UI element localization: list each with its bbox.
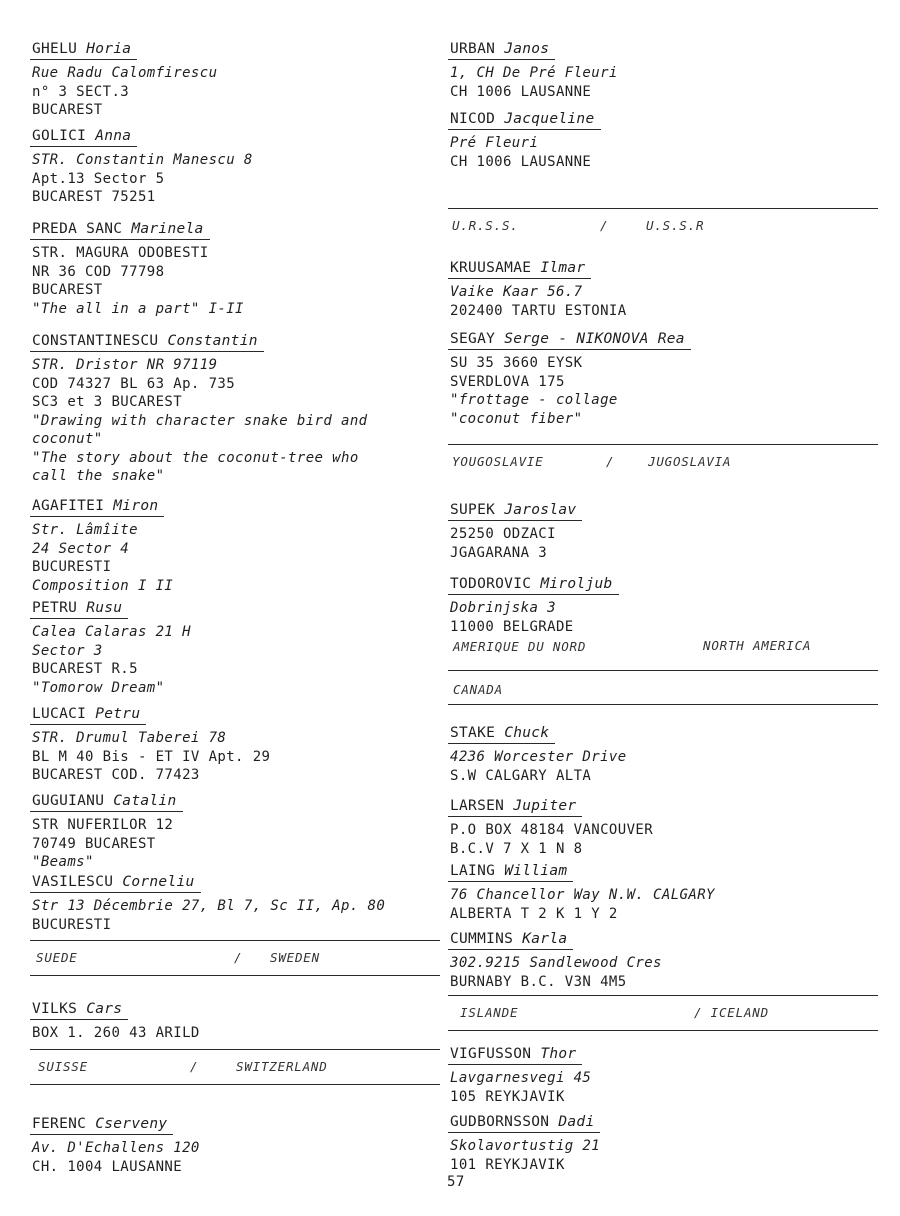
person-name: [30, 792, 183, 812]
person-name: [30, 1000, 128, 1020]
person-name: [30, 599, 128, 619]
surname: LAING: [450, 863, 496, 879]
address-line: Lavgarnesvegi 45: [450, 1070, 592, 1086]
address-lines: [448, 886, 878, 923]
address-lines: [448, 134, 878, 171]
page-number: 57: [447, 1174, 465, 1190]
person-name: [30, 220, 210, 240]
person-name: [448, 1113, 600, 1133]
address-line: STR. Drumul Taberei 78: [32, 730, 227, 746]
given-name: Jupiter: [513, 798, 577, 814]
entry-golici: [30, 125, 440, 207]
country-separator: /: [606, 454, 615, 469]
person-name: [448, 862, 573, 882]
entry-segay: [448, 328, 878, 428]
address-line: BURNABY B.C. V3N 4M5: [450, 973, 627, 990]
country-header-suede: [30, 940, 440, 976]
country-label: SUISSE: [38, 1059, 88, 1074]
address-line: call the snake": [32, 468, 165, 484]
surname: TODOROVIC: [450, 576, 532, 592]
person-name: [448, 797, 582, 817]
country-label-english: JUGOSLAVIA: [648, 454, 732, 469]
person-name: [30, 873, 201, 893]
surname: VASILESCU: [32, 874, 114, 890]
address-line: STR. Constantin Manescu 8: [32, 152, 253, 168]
country-label-english: U.S.S.R: [646, 218, 705, 233]
country-label-english: SWEDEN: [270, 950, 320, 965]
address-line: CH 1006 LAUSANNE: [450, 83, 592, 100]
entry-ghelu: [30, 38, 440, 120]
given-name: Serge - NIKONOVA Rea: [504, 331, 685, 347]
entry-gudbornsson: [448, 1111, 878, 1174]
address-line: Apt.13 Sector 5: [32, 170, 165, 187]
given-name: Anna: [95, 128, 132, 144]
address-lines: [448, 748, 878, 785]
entry-vilks: [30, 998, 440, 1043]
given-name: Ilmar: [540, 260, 586, 276]
country-label: SUEDE: [36, 950, 78, 965]
address-lines: [448, 954, 878, 991]
address-line: BUCAREST: [32, 102, 103, 118]
address-line: BUCURESTI: [32, 559, 112, 575]
person-name: [448, 575, 619, 595]
address-line: S.W CALGARY ALTA: [450, 767, 592, 784]
country-header-suisse: [30, 1049, 440, 1085]
given-name: Horia: [86, 41, 132, 57]
entry-ferenc: [30, 1113, 440, 1176]
address-line: "Tomorow Dream": [32, 679, 165, 696]
address-lines: [448, 1137, 878, 1174]
address-line: CH. 1004 LAUSANNE: [32, 1158, 183, 1175]
given-name: Thor: [540, 1046, 577, 1062]
address-lines: [448, 525, 878, 562]
country-separator: /: [600, 218, 609, 233]
entry-nicod: [448, 108, 878, 171]
address-line: 25250 ODZACI: [450, 526, 556, 542]
entry-agafitei: [30, 495, 440, 595]
address-line: STR NUFERILOR 12: [32, 817, 174, 833]
given-name: Dadi: [558, 1114, 595, 1130]
surname: LUCACI: [32, 706, 87, 722]
country-label-english: / ICELAND: [694, 1005, 769, 1020]
surname: GOLICI: [32, 128, 87, 144]
address-line: BUCURESTI: [32, 916, 112, 933]
country-label-english: SWITZERLAND: [236, 1059, 328, 1074]
address-lines: [30, 356, 440, 486]
address-line: BUCAREST 75251: [32, 189, 156, 205]
address-line: 76 Chancellor Way N.W. CALGARY: [450, 887, 715, 903]
address-line: B.C.V 7 X 1 N 8: [450, 840, 583, 857]
address-line: "frottage - collage: [450, 392, 618, 408]
address-line: NR 36 COD 77798: [32, 263, 165, 280]
address-line: Pré Fleuri: [450, 135, 539, 151]
person-name: [448, 110, 601, 130]
given-name: William: [504, 863, 568, 879]
address-line: Str 13 Décembrie 27, Bl 7, Sc II, Ap. 80: [32, 898, 386, 914]
address-line: 105 REYKJAVIK: [450, 1088, 565, 1105]
entry-guguianu: [30, 790, 440, 872]
address-line: JGAGARANA 3: [450, 544, 548, 561]
given-name: Jaroslav: [504, 502, 577, 518]
entry-larsen: [448, 795, 878, 858]
address-line: BUCAREST COD. 77423: [32, 767, 200, 783]
address-line: Av. D'Echallens 120: [32, 1140, 200, 1156]
address-lines: [30, 1024, 440, 1043]
person-name: [448, 330, 691, 350]
person-name: [448, 1045, 582, 1065]
given-name: Corneliu: [122, 874, 195, 890]
surname: SUPEK: [450, 502, 496, 518]
surname: GHELU: [32, 41, 78, 57]
address-line: SVERDLOVA 175: [450, 373, 565, 390]
address-line: "The all in a part" I-II: [32, 300, 244, 317]
surname: KRUUSAMAE: [450, 260, 532, 276]
given-name: Chuck: [504, 725, 550, 741]
given-name: Cserveny: [95, 1116, 168, 1132]
address-line: STR. MAGURA ODOBESTI: [32, 245, 209, 261]
surname: AGAFITEI: [32, 498, 105, 514]
address-lines: [30, 151, 440, 207]
country-label: YOUGOSLAVIE: [452, 454, 544, 469]
given-name: Miroljub: [540, 576, 613, 592]
entry-urban: [448, 38, 878, 101]
address-lines: [30, 816, 440, 872]
address-line: SU 35 3660 EYSK: [450, 355, 583, 371]
address-line: 11000 BELGRADE: [450, 618, 574, 635]
given-name: Karla: [522, 931, 568, 947]
person-name: [30, 127, 137, 147]
country-header-yougoslavie: [448, 444, 878, 479]
country-label: U.R.S.S.: [452, 218, 519, 233]
address-line: 70749 BUCAREST: [32, 835, 156, 852]
person-name: [30, 1115, 173, 1135]
address-line: 1, CH De Pré Fleuri: [450, 65, 618, 81]
address-line: Dobrinjska 3: [450, 600, 556, 616]
surname: GUDBORNSSON: [450, 1114, 550, 1130]
surname: FERENC: [32, 1116, 87, 1132]
address-line: 101 REYKJAVIK: [450, 1156, 565, 1173]
given-name: Marinela: [131, 221, 204, 237]
given-name: Janos: [504, 41, 550, 57]
address-lines: [30, 64, 440, 120]
surname: GUGUIANU: [32, 793, 105, 809]
address-lines: [30, 623, 440, 697]
surname: PREDA SANC: [32, 221, 123, 237]
country-separator: /: [190, 1059, 199, 1074]
address-line: "coconut fiber": [450, 410, 583, 427]
person-name: [448, 930, 573, 950]
entry-todorovic: [448, 573, 878, 636]
entry-laing: [448, 860, 878, 923]
given-name: Cars: [86, 1001, 123, 1017]
address-line: Sector 3: [32, 642, 103, 659]
address-lines: [448, 354, 878, 428]
address-line: BUCAREST R.5: [32, 661, 138, 677]
surname: VIGFUSSON: [450, 1046, 532, 1062]
address-line: Composition I II: [32, 577, 174, 594]
person-name: [30, 497, 164, 517]
surname: VILKS: [32, 1001, 78, 1017]
given-name: Catalin: [113, 793, 177, 809]
address-line: "Beams": [32, 854, 94, 870]
person-name: [448, 724, 555, 744]
address-line: Rue Radu Calomfirescu: [32, 65, 218, 81]
surname: CONSTANTINESCU: [32, 333, 159, 349]
entry-kruusamae: [448, 257, 878, 320]
address-line: CH 1006 LAUSANNE: [450, 153, 592, 170]
address-line: 202400 TARTU ESTONIA: [450, 302, 627, 319]
address-line: COD 74327 BL 63 Ap. 735: [32, 375, 236, 392]
address-line: P.O BOX 48184 VANCOUVER: [450, 822, 654, 838]
person-name: [30, 705, 146, 725]
person-name: [30, 40, 137, 60]
person-name: [448, 259, 591, 279]
address-line: 24 Sector 4: [32, 540, 130, 557]
address-lines: [30, 244, 440, 318]
address-line: ALBERTA T 2 K 1 Y 2: [450, 905, 618, 922]
address-lines: [448, 1069, 878, 1106]
address-line: "The story about the coconut-tree who: [32, 449, 359, 466]
entry-vasilescu: [30, 871, 440, 934]
address-line: Vaike Kaar 56.7: [450, 284, 583, 300]
person-name: [30, 332, 264, 352]
given-name: Miron: [113, 498, 159, 514]
address-line: BOX 1. 260 43 ARILD: [32, 1025, 200, 1041]
address-line: coconut": [32, 431, 103, 447]
surname: SEGAY: [450, 331, 496, 347]
surname: URBAN: [450, 41, 496, 57]
given-name: Constantin: [167, 333, 258, 349]
address-lines: [448, 821, 878, 858]
address-lines: [448, 64, 878, 101]
address-line: n° 3 SECT.3: [32, 83, 130, 100]
country-separator: /: [234, 950, 243, 965]
entry-lucaci: [30, 703, 440, 785]
country-label: ISLANDE: [460, 1005, 519, 1020]
address-line: 302.9215 Sandlewood Cres: [450, 955, 662, 971]
surname: LARSEN: [450, 798, 505, 814]
country-label: AMERIQUE DU NORD: [453, 639, 587, 654]
surname: CUMMINS: [450, 931, 514, 947]
given-name: Rusu: [86, 600, 123, 616]
country-header-amerique: [448, 628, 878, 671]
country-label: CANADA: [453, 682, 503, 697]
entry-cummins: [448, 928, 878, 991]
address-lines: [30, 521, 440, 595]
country-header-islande: [448, 995, 878, 1031]
surname: STAKE: [450, 725, 496, 741]
address-lines: [30, 729, 440, 785]
entry-preda: [30, 218, 440, 318]
country-header-urss: [448, 208, 878, 243]
address-line: Calea Calaras 21 H: [32, 624, 191, 640]
address-line: 4236 Worcester Drive: [450, 749, 627, 765]
address-line: BL M 40 Bis - ET IV Apt. 29: [32, 748, 271, 765]
entry-supek: [448, 499, 878, 562]
entry-stake: [448, 722, 878, 785]
address-line: Skolavortustig 21: [450, 1138, 601, 1154]
person-name: [448, 501, 582, 521]
address-lines: [30, 897, 440, 934]
address-line: SC3 et 3 BUCAREST: [32, 394, 183, 410]
entry-vigfusson: [448, 1043, 878, 1106]
surname: NICOD: [450, 111, 496, 127]
address-lines: [30, 1139, 440, 1176]
entry-constantinescu: [30, 330, 440, 486]
address-line: "Drawing with character snake bird and: [32, 412, 368, 429]
country-header-canada: [448, 670, 878, 705]
address-lines: [448, 283, 878, 320]
address-line: BUCAREST: [32, 282, 103, 298]
address-line: Str. Lâmîite: [32, 522, 138, 538]
given-name: Petru: [95, 706, 141, 722]
country-label-english: NORTH AMERICA: [703, 638, 812, 653]
address-line: STR. Dristor NR 97119: [32, 357, 218, 373]
given-name: Jacqueline: [504, 111, 595, 127]
person-name: [448, 40, 555, 60]
surname: PETRU: [32, 600, 78, 616]
entry-petru: [30, 597, 440, 697]
